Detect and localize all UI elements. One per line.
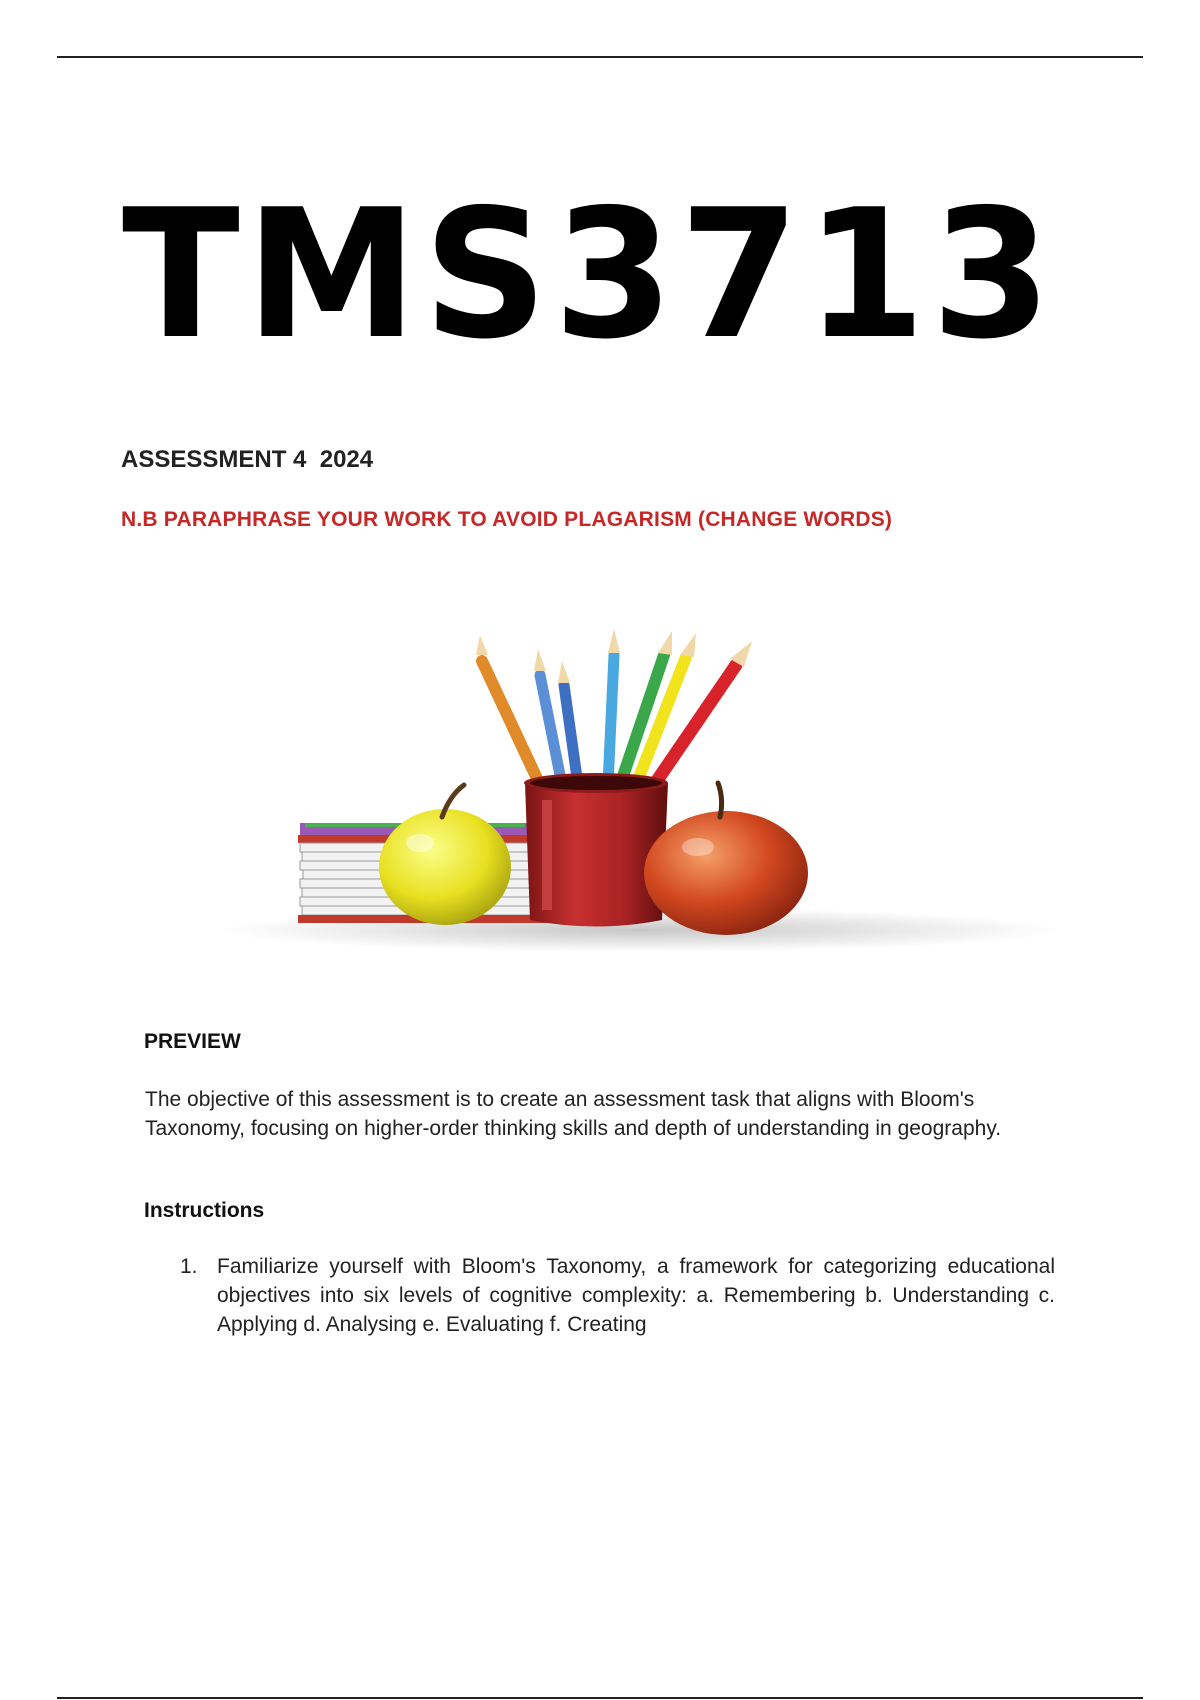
instructions-list: [180, 1252, 1055, 1339]
top-rule: [57, 56, 1143, 58]
assessment-title: ASSESSMENT 4 2024: [121, 446, 374, 473]
plagiarism-notice: N.B PARAPHRASE YOUR WORK TO AVOID PLAGARISM (CHANGE WORDS): [121, 508, 893, 531]
red-apple-icon: [644, 783, 808, 935]
preview-heading: PREVIEW: [144, 1030, 241, 1053]
list-item-number: 1.: [180, 1255, 198, 1278]
school-supplies-illustration: [120, 585, 1080, 985]
preview-text: The objective of this assessment is to create an assessment task that aligns with Bloom's Taxonomy, focusing on higher-order thinking skills and depth of understanding in geography.: [145, 1088, 1002, 1140]
pencils-icon: [476, 629, 752, 785]
list-item: [180, 1252, 1055, 1339]
instructions-heading: Instructions: [144, 1199, 265, 1222]
bottom-rule: [57, 1697, 1143, 1699]
pencil-cup-icon: [524, 773, 668, 927]
yellow-apple-icon: [379, 785, 511, 925]
list-item-text: Familiarize yourself with Bloom's Taxonomy, a framework for categorizing educational objectives into six levels of cognitive complexity: a. Remembering b. Understanding c. Applying d. Analysing e. Evaluating f. Creating: [217, 1255, 1055, 1336]
course-code-title: TMS3713: [122, 171, 1058, 378]
